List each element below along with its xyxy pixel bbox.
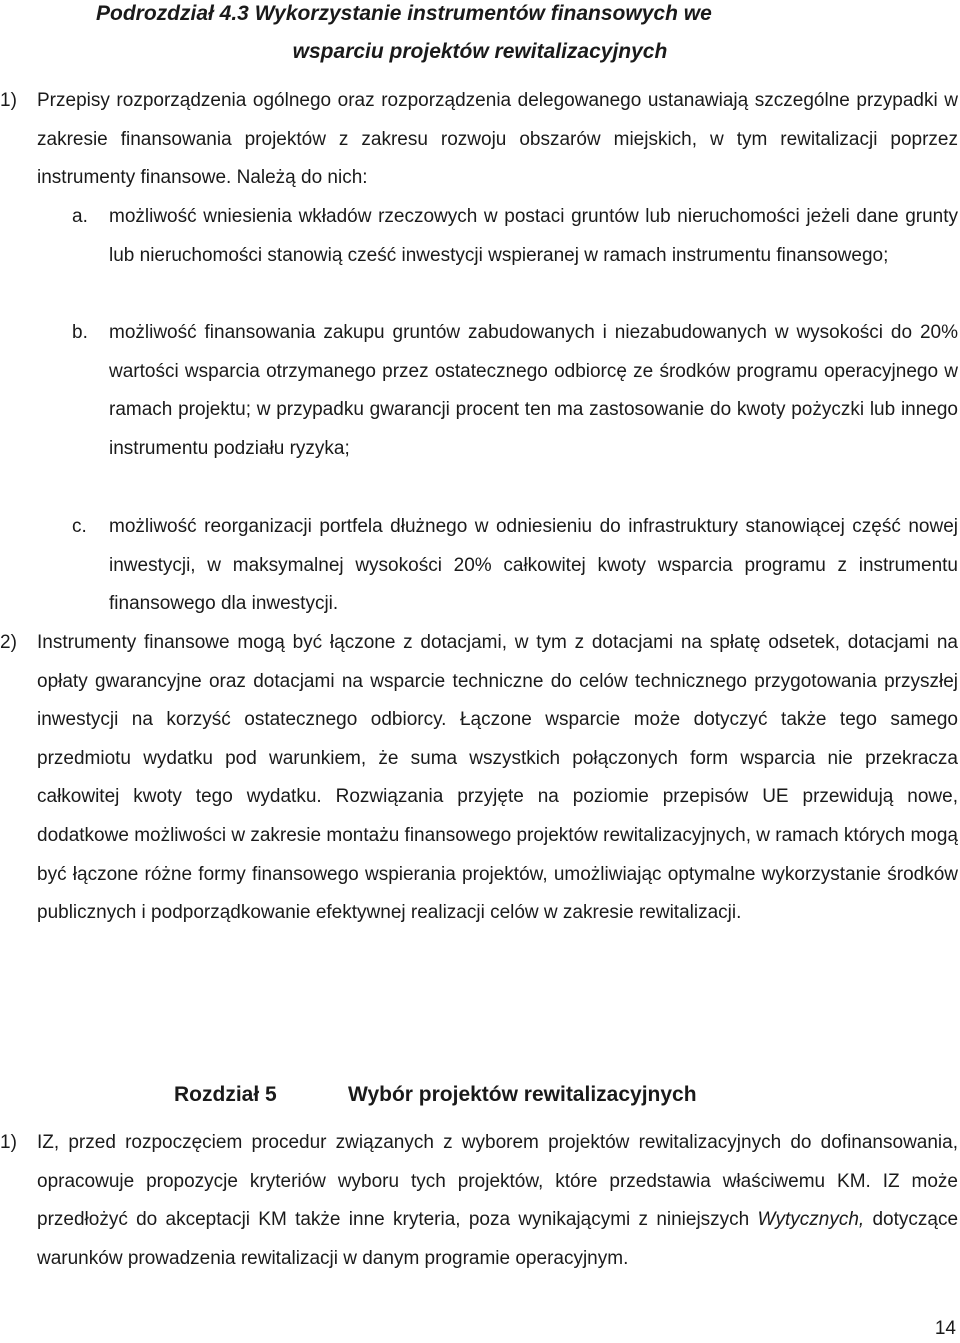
item-2-text: Instrumenty finansowe mogą być łączone z dotacjami, w tym z dotacjami na spłatę odsetek, dotacjami na opłaty gwarancyjne oraz dotacjami na wsparcie techniczne do celów technicznego przygotowania przyszłej inwestycji na korzyść ostatecznego odbiorcy. Łączone wsparcie może dotyczyć także tego samego przedmiotu wydatku pod warunkiem, że suma wszystkich połączonych form wsparcia nie przekracza całkowitej kwoty tego wydatku. Rozwiązania przyjęte na poziomie przepisów UE przewidują nowe, dodatkowe możliwości w zakresie montażu finansowego projektów rewitalizacyjnych, w ramach których mogą być łączone różne formy finansowego wspierania projektów, umożliwiając optymalne wykorzystanie środków publicznych i podporządkowanie efektywnej realizacji celów w zakresie rewitalizacji. bbox=[37, 632, 958, 924]
chapter-item-1-text-before: IZ, przed rozpoczęciem procedur związanych z wyborem projektów rewitalizacyjnych do dofinansowania, opracowuje propozycje kryteriów wyboru tych projektów, które przedstawia właściwemu KM. IZ może przedłożyć do akceptacji KM także inne kryteria, poza wynikającymi z niniejszych bbox=[37, 1132, 958, 1231]
sub-item-a-marker: a. bbox=[72, 206, 88, 227]
sub-item-c-text: możliwość reorganizacji portfela dłużnego w odniesieniu do infrastruktury stanowiącej część nowej inwestycji, w maksymalnej wysokości 20% całkowitej kwoty wsparcia programu z instrumentu finansowego dla inwestycji. bbox=[109, 516, 958, 615]
chapter-item-1-text-italic: Wytycznych, bbox=[757, 1209, 865, 1231]
sub-item-b-marker: b. bbox=[72, 322, 88, 343]
sub-item-c-marker: c. bbox=[72, 516, 87, 537]
item-1-text: Przepisy rozporządzenia ogólnego oraz rozporządzenia delegowanego ustanawiają szczególne przypadki w zakresie finansowania projektów z zakresu rozwoju obszarów miejskich, w tym rewitalizacji poprzez instrumenty finansowe. Należą do nich: bbox=[37, 90, 958, 189]
chapter-item-1-text bbox=[37, 1124, 958, 1278]
item-2-number: 2) bbox=[0, 632, 17, 653]
chapter-label: Rozdział 5 bbox=[174, 1083, 277, 1106]
chapter-item-1-number: 1) bbox=[0, 1132, 17, 1153]
chapter-item-1-text-after: dotyczące warunków prowadzenia rewitalizacji w danym programie operacyjnym. bbox=[37, 1209, 959, 1269]
item-1-number: 1) bbox=[0, 90, 17, 111]
page-number: 14 bbox=[934, 1318, 956, 1339]
chapter-title: Wybór projektów rewitalizacyjnych bbox=[348, 1083, 697, 1106]
sub-item-a-text: możliwość wniesienia wkładów rzeczowych w postaci gruntów lub nieruchomości jeżeli dane grunty lub nieruchomości stanowią cześć inwestycji wspieranej w ramach instrumentu finansowego; bbox=[109, 206, 958, 266]
subchapter-title-line1: Podrozdział 4.3 Wykorzystanie instrumentów finansowych we bbox=[96, 2, 712, 25]
sub-item-b-text: możliwość finansowania zakupu gruntów zabudowanych i niezabudowanych w wysokości do 20% wartości wsparcia otrzymanego przez ostatecznego odbiorcę ze środków programu operacyjnego w ramach projektu; w przypadku gwarancji procent ten ma zastosowanie do kwoty pożyczki lub innego instrumentu podziału ryzyka; bbox=[109, 322, 958, 459]
subchapter-title-line2: wsparciu projektów rewitalizacyjnych bbox=[292, 40, 668, 63]
